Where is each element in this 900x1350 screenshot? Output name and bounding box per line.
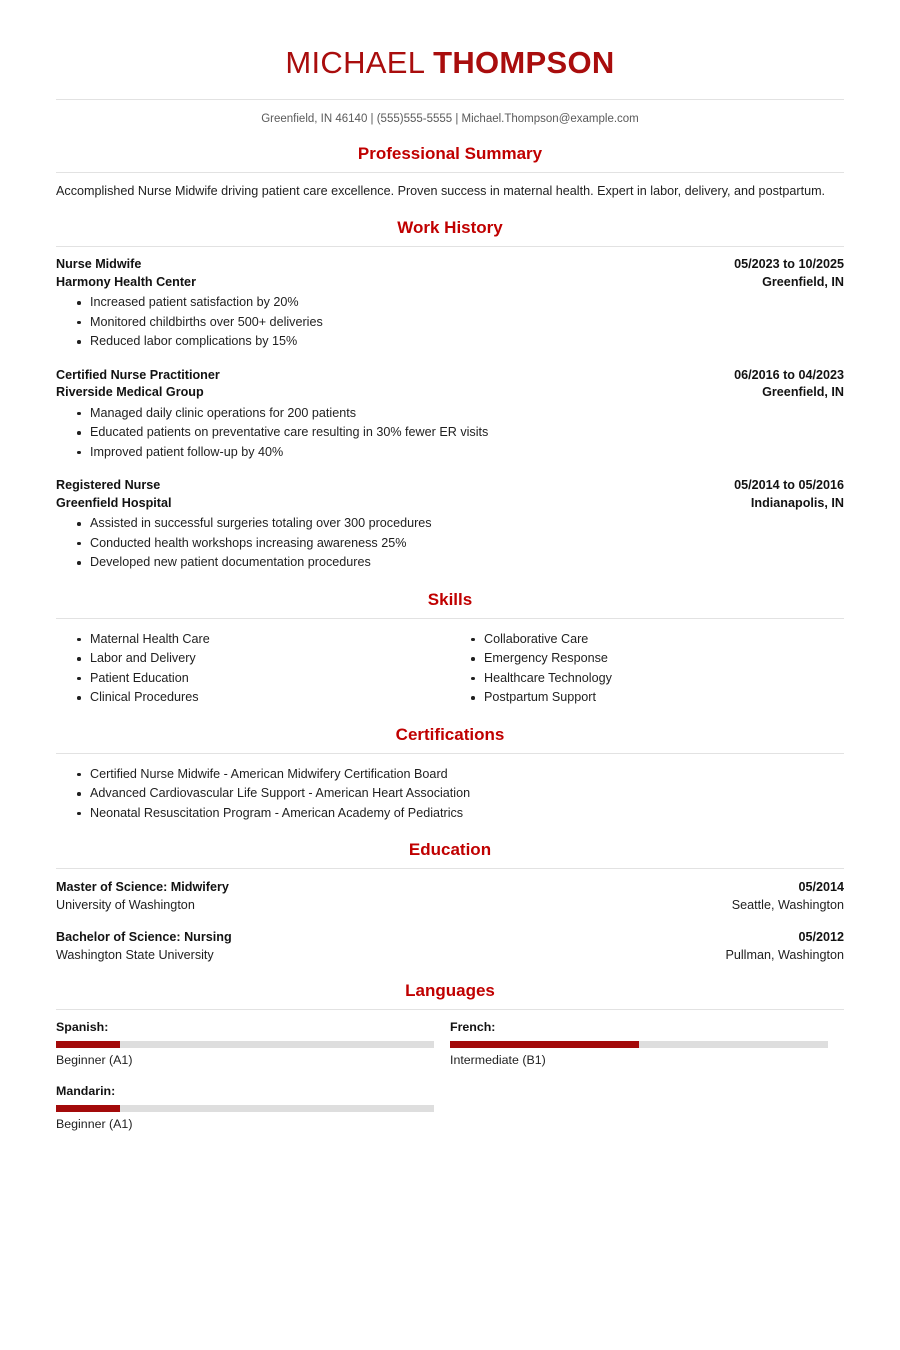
language-name: French: [450, 1020, 496, 1034]
education-degree-row [56, 928, 844, 946]
language-proficiency-track [450, 1041, 828, 1048]
section-professional-summary [56, 143, 844, 201]
job-title: Certified Nurse Practitioner [56, 367, 220, 382]
job-bullet-list [56, 514, 844, 573]
section-title-certifications: Certifications [395, 724, 505, 744]
education-date: 05/2014 [798, 880, 844, 894]
job-dates: 06/2016 to 04/2023 [734, 367, 844, 382]
work-history-entry [56, 367, 844, 463]
skill-item: Maternal Health Care [90, 630, 440, 650]
section-education [56, 839, 844, 964]
section-title-summary: Professional Summary [357, 144, 543, 163]
education-degree: Master of Science: Midwifery [56, 880, 229, 894]
education-date: 05/2012 [798, 930, 844, 944]
skills-list-right [450, 630, 844, 708]
language-level: Beginner (A1) [56, 1117, 133, 1131]
job-bullet: Conducted health workshops increasing awareness 25% [90, 534, 844, 554]
education-location: Pullman, Washington [725, 948, 844, 962]
contact-line: Greenfield, IN 46140 | (555)555-5555 | Michael.Thompson@example.com [261, 113, 639, 125]
skills-list-left [56, 630, 440, 708]
skills-column-left [56, 628, 450, 708]
job-location: Indianapolis, IN [750, 495, 844, 510]
language-entry [450, 1019, 844, 1069]
job-title-row [56, 256, 844, 274]
education-location: Seattle, Washington [731, 898, 844, 912]
job-company-row [56, 384, 844, 402]
job-company-row [56, 495, 844, 513]
section-title-languages: Languages [405, 981, 495, 1000]
job-bullet: Monitored childbirths over 500+ deliveries [90, 313, 844, 333]
section-languages [56, 980, 844, 1147]
language-proficiency-fill [56, 1041, 120, 1048]
education-school: Washington State University [56, 948, 214, 962]
job-company: Riverside Medical Group [56, 385, 204, 399]
language-proficiency-fill [450, 1041, 639, 1048]
job-location: Greenfield, IN [762, 385, 844, 399]
skill-item: Collaborative Care [484, 630, 844, 650]
language-entry [56, 1083, 450, 1133]
language-name: Spanish: [56, 1020, 109, 1034]
skill-item: Emergency Response [484, 649, 844, 669]
job-company: Greenfield Hospital [56, 495, 172, 510]
language-name: Mandarin: [56, 1084, 116, 1098]
skill-item: Postpartum Support [484, 688, 844, 708]
job-location: Greenfield, IN [762, 274, 844, 289]
job-title-row [56, 367, 844, 385]
job-bullet: Increased patient satisfaction by 20% [90, 293, 844, 313]
job-bullet: Reduced labor complications by 15% [90, 332, 844, 352]
section-title-work-history: Work History [397, 218, 503, 237]
education-degree: Bachelor of Science: Nursing [56, 930, 232, 944]
job-title: Registered Nurse [56, 478, 161, 492]
language-level: Beginner (A1) [56, 1053, 133, 1067]
language-proficiency-fill [56, 1105, 120, 1112]
section-title-education: Education [408, 840, 492, 859]
job-bullet: Improved patient follow-up by 40% [90, 443, 844, 463]
job-dates: 05/2014 to 05/2016 [734, 478, 844, 492]
certification-item: Certified Nurse Midwife - American Midwifery Certification Board [90, 765, 844, 785]
skill-item: Labor and Delivery [90, 649, 440, 669]
job-company-row [56, 274, 844, 292]
job-title: Nurse Midwife [56, 257, 142, 271]
language-proficiency-track [56, 1105, 434, 1112]
work-history-entry [56, 477, 844, 573]
certification-item: Advanced Cardiovascular Life Support - American Heart Association [90, 784, 844, 804]
job-dates: 05/2023 to 10/2025 [734, 257, 844, 271]
skill-item: Patient Education [90, 669, 440, 689]
summary-text: Accomplished Nurse Midwife driving patient care excellence. Proven success in maternal health. Expert in labor, delivery, and postpartum. [56, 184, 826, 198]
job-bullet: Educated patients on preventative care resulting in 30% fewer ER visits [90, 423, 844, 443]
section-title-skills: Skills [427, 589, 473, 609]
job-company: Harmony Health Center [56, 274, 196, 289]
education-degree-row [56, 878, 844, 896]
language-proficiency-track [56, 1041, 434, 1048]
education-school-row [56, 896, 844, 914]
education-school: University of Washington [56, 898, 195, 912]
skills-column-right [450, 628, 844, 708]
last-name: THOMPSON [433, 45, 615, 80]
job-bullet: Managed daily clinic operations for 200 patients [90, 404, 844, 424]
languages-grid [56, 1019, 844, 1147]
first-name: MICHAEL [285, 45, 425, 80]
work-history-entry [56, 256, 844, 352]
certification-item: Neonatal Resuscitation Program - American Academy of Pediatrics [90, 804, 844, 824]
education-school-row [56, 946, 844, 964]
job-bullet: Developed new patient documentation procedures [90, 553, 844, 573]
language-entry [56, 1019, 450, 1069]
section-skills [56, 589, 844, 708]
certifications-list [56, 765, 844, 824]
skill-item: Clinical Procedures [90, 688, 440, 708]
section-work-history [56, 217, 844, 573]
section-certifications [56, 724, 844, 824]
education-entry [56, 928, 844, 964]
candidate-name [56, 0, 844, 82]
job-bullet-list [56, 293, 844, 352]
job-title-row [56, 477, 844, 495]
skills-columns [56, 628, 844, 708]
job-bullet: Assisted in successful surgeries totaling over 300 procedures [90, 514, 844, 534]
job-bullet-list [56, 404, 844, 463]
language-level: Intermediate (B1) [450, 1053, 546, 1067]
education-entry [56, 878, 844, 914]
skill-item: Healthcare Technology [484, 669, 844, 689]
